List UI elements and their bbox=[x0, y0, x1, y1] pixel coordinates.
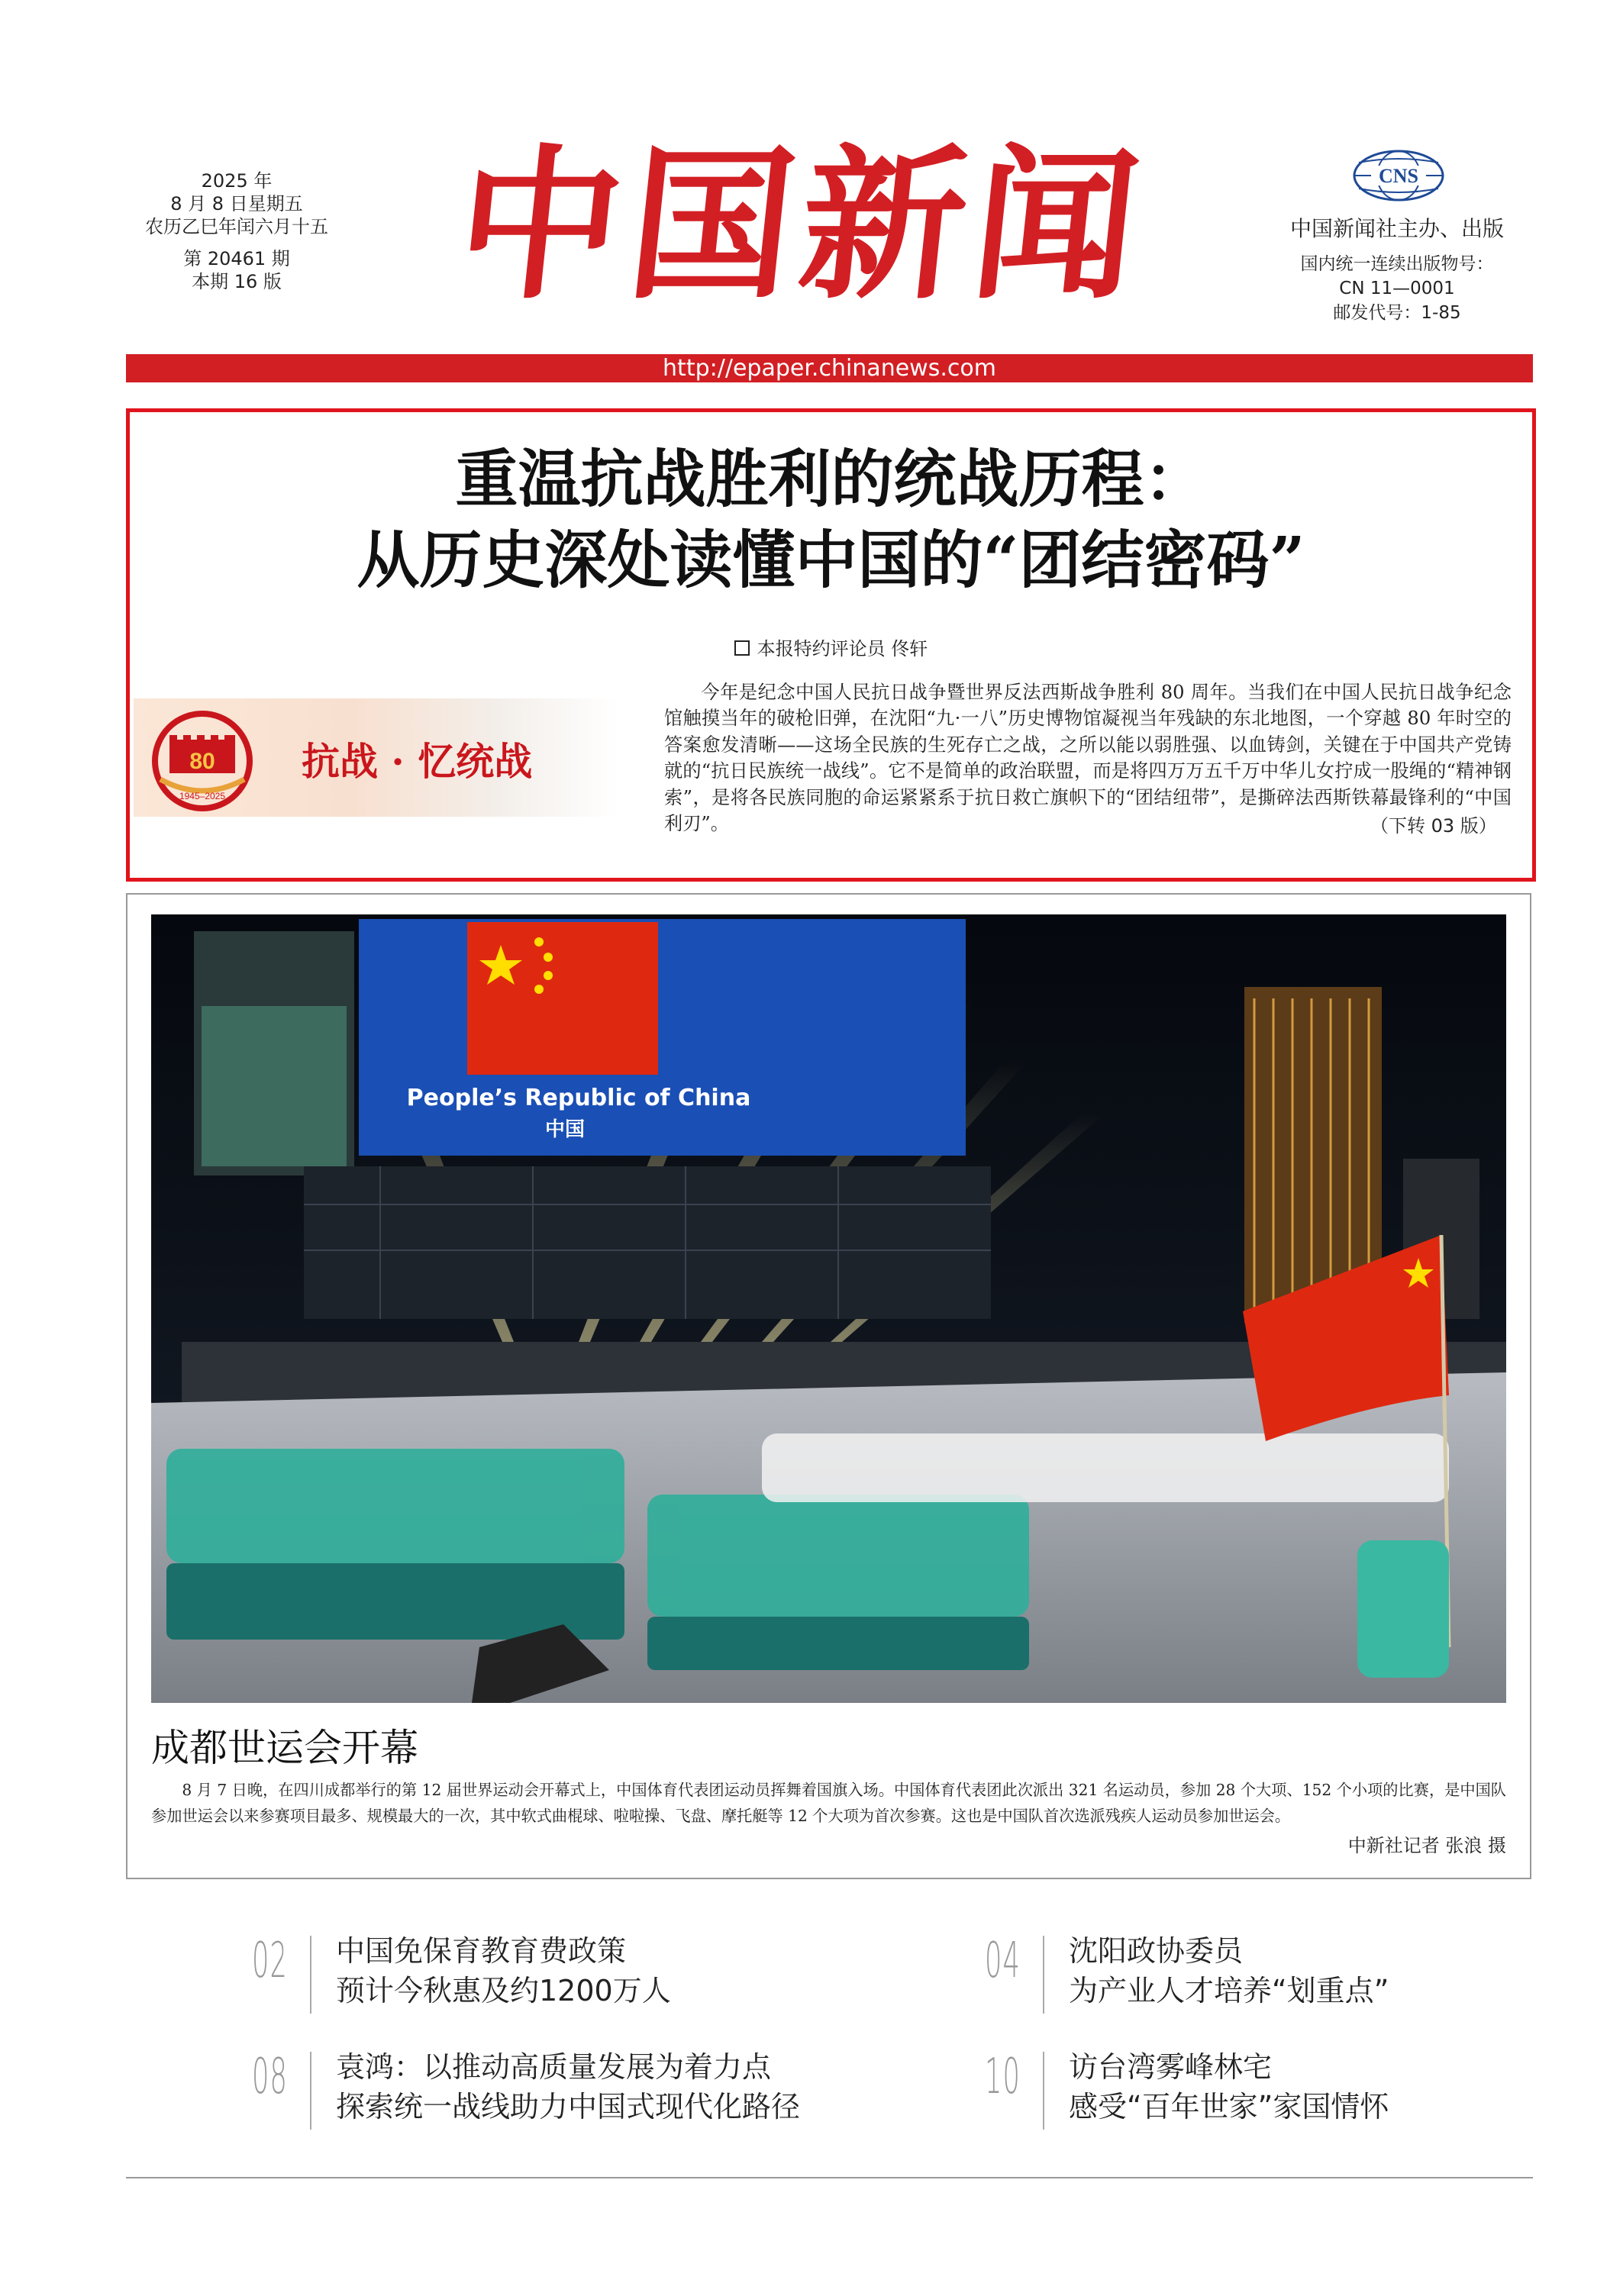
lead-body-text: 今年是纪念中国人民抗日战争暨世界反法西斯战争胜利 80 周年。当我们在中国人民抗日战争纪念馆触摸当年的破枪旧弹，在沈阳“九·一八”历史博物馆凝视当年残缺的东北地图，一个穿越 80 年时空的答案愈发清晰——这场全民族的生死存亡之战，之所以能以弱胜强、以血铸剑，关键在于中国共产党铸就的“抗日民族统一战线”。它不是简单的政治联盟，而是将四万万五千万中华儿女拧成一股绳的“精神钢索”，是将各民族同胞的命运紧紧系于抗日救亡旗帜下的“团结纽带”，是撕碎法西斯铁幕最锋利的“中国利刃”。 bbox=[664, 682, 1512, 835]
index-page-number: 08 bbox=[252, 2049, 288, 2105]
index-headline-line1: 袁鸿：以推动高质量发展为着力点 bbox=[336, 2050, 772, 2084]
lead-headline bbox=[130, 439, 1532, 601]
index-divider bbox=[310, 2052, 311, 2130]
index-divider bbox=[310, 1936, 311, 2014]
page-count: 本期 16 版 bbox=[192, 271, 282, 292]
index-headline-line1: 访台湾雾峰林宅 bbox=[1069, 2050, 1273, 2084]
photo-caption: 8 月 7 日晚，在四川成都举行的第 12 届世界运动会开幕式上，中国体育代表团运动员挥舞着国旗入场。中国体育代表团此次派出 321 名运动员，参加 28 个大项、152 个小项的比赛，是中国队参加世运会以来参赛项目最多、规模最大的一次，其中软式曲棍球、啦啦操、飞盘、摩托艇等 12 个大项为首次参赛。这也是中国队首次选派残疾人运动员参加世运会。 bbox=[151, 1781, 1506, 1825]
cns-logo-icon bbox=[1351, 149, 1446, 202]
lead-headline-line1: 重温抗战胜利的统战历程： bbox=[455, 443, 1207, 516]
index-headline-line2: 探索统一战线助力中国式现代化路径 bbox=[336, 2090, 801, 2123]
epaper-url-link[interactable]: http://epaper.chinanews.com bbox=[663, 355, 996, 382]
date-year: 2025 年 bbox=[201, 170, 273, 192]
emblem-years: 1945–2025 bbox=[179, 791, 226, 801]
issue-date-block bbox=[122, 169, 351, 293]
serial-number: CN 11—0001 bbox=[1339, 279, 1455, 298]
index-headline-line1: 沈阳政协委员 bbox=[1069, 1934, 1244, 1968]
publication-info bbox=[1244, 252, 1550, 325]
lead-headline-line2: 从历史深处读懂中国的“团结密码” bbox=[357, 524, 1305, 597]
screen-country-en: People’s Republic of China bbox=[406, 1085, 751, 1111]
byline-text: 本报特约评论员 佟轩 bbox=[757, 638, 928, 659]
postal-code: 邮发代号：1-85 bbox=[1333, 303, 1461, 323]
index-divider bbox=[1043, 1936, 1044, 2014]
issue-number: 第 20461 期 bbox=[183, 248, 290, 269]
lead-byline bbox=[130, 634, 1532, 660]
cns-logo-text: CNS bbox=[1378, 165, 1419, 187]
index-divider bbox=[1043, 2052, 1044, 2130]
bottom-rule bbox=[126, 2177, 1533, 2178]
index-page-number: 02 bbox=[252, 1933, 288, 1989]
index-headline-line2: 预计今秋惠及约1200万人 bbox=[336, 1974, 671, 2007]
anniversary-80-emblem-icon bbox=[137, 706, 267, 813]
square-icon bbox=[734, 640, 750, 656]
ceremony-scene-image bbox=[151, 914, 1506, 1703]
date-lunar: 农历乙巳年闰六月十五 bbox=[145, 216, 328, 237]
serial-label: 国内统一连续出版物号： bbox=[1300, 254, 1494, 274]
photo-credit: 中新社记者 张浪 摄 bbox=[1347, 1835, 1506, 1856]
index-page-number: 04 bbox=[985, 1933, 1021, 1989]
continued-on-page[interactable]: （下转 03 版） bbox=[1370, 815, 1497, 837]
photo-story-title: 成都世运会开幕 bbox=[151, 1726, 418, 1770]
index-headline-line2: 为产业人才培养“划重点” bbox=[1069, 1974, 1389, 2007]
newspaper-title: 中国新闻 bbox=[447, 128, 1156, 321]
publisher-line: 中国新闻社主办、出版 bbox=[1289, 216, 1504, 241]
index-page-number: 10 bbox=[985, 2049, 1021, 2105]
opening-ceremony-photo bbox=[151, 914, 1506, 1703]
index-headline-line2: 感受“百年世家”家国情怀 bbox=[1069, 2090, 1389, 2123]
column-banner-label: 抗战 · 忆统战 bbox=[302, 739, 533, 784]
date-weekday: 8 月 8 日星期五 bbox=[170, 193, 303, 214]
index-headline-line1: 中国免保育教育费政策 bbox=[336, 1934, 627, 1968]
screen-country-cn: 中国 bbox=[544, 1118, 586, 1141]
emblem-number: 80 bbox=[189, 749, 215, 774]
